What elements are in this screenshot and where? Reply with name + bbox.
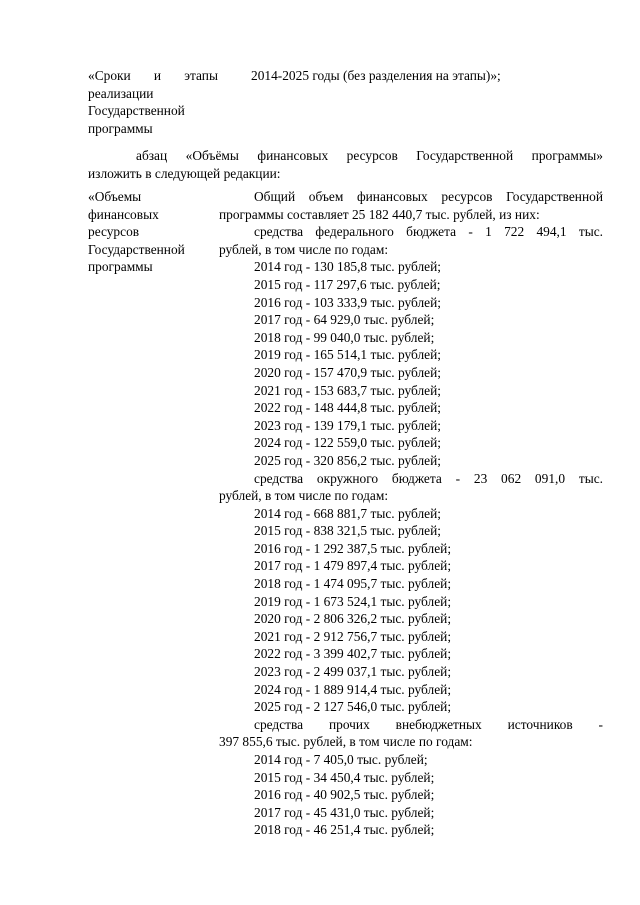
year-line: 2014 год - 7 405,0 тыс. рублей; bbox=[254, 752, 428, 767]
abzac-paragraph bbox=[88, 147, 603, 182]
other-years-list bbox=[219, 751, 603, 839]
federal-line2: рублей, в том числе по годам: bbox=[219, 241, 389, 257]
obj-label bbox=[88, 188, 218, 848]
srok-label-line3: Государственной bbox=[88, 103, 185, 119]
obj-row bbox=[88, 188, 603, 848]
obj-label-line: программы bbox=[88, 259, 153, 275]
srok-value: 2014-2025 годы (без разделения на этапы)»; bbox=[251, 68, 501, 83]
year-line: 2015 год - 34 450,4 тыс. рублей; bbox=[254, 769, 435, 785]
year-line: 2014 год - 668 881,7 тыс. рублей; bbox=[254, 505, 441, 521]
year-line: 2019 год - 165 514,1 тыс. рублей; bbox=[254, 347, 441, 363]
year-line: 2015 год - 838 321,5 тыс. рублей; bbox=[254, 523, 441, 539]
year-line: 2018 год - 46 251,4 тыс. рублей; bbox=[254, 822, 435, 838]
year-line: 2020 год - 2 806 326,2 тыс. рублей; bbox=[254, 611, 452, 627]
other-line2: 397 855,6 тыс. рублей, в том числе по годам: bbox=[219, 734, 473, 750]
year-line: 2015 год - 117 297,6 тыс. рублей; bbox=[254, 276, 441, 292]
srok-label-line4: программы bbox=[88, 120, 153, 136]
year-line: 2014 год - 130 185,8 тыс. рублей; bbox=[254, 259, 441, 275]
year-line: 2021 год - 153 683,7 тыс. рублей; bbox=[254, 382, 441, 398]
year-line: 2024 год - 1 889 914,4 тыс. рублей; bbox=[254, 681, 452, 697]
year-line: 2020 год - 157 470,9 тыс. рублей; bbox=[254, 364, 441, 380]
year-line: 2024 год - 122 559,0 тыс. рублей; bbox=[254, 435, 441, 451]
year-line: 2019 год - 1 673 524,1 тыс. рублей; bbox=[254, 593, 452, 609]
abzac-line2: изложить в следующей редакции: bbox=[88, 165, 281, 181]
federal-line1: средства федерального бюджета - 1 722 494,1 тыс. bbox=[254, 224, 603, 240]
srok-row bbox=[88, 67, 603, 142]
obj-label-line: ресурсов bbox=[88, 224, 140, 240]
other-line1: средства прочих внебюджетных источников - bbox=[254, 716, 603, 732]
year-line: 2022 год - 3 399 402,7 тыс. рублей; bbox=[254, 646, 452, 662]
year-line: 2016 год - 40 902,5 тыс. рублей; bbox=[254, 787, 435, 803]
year-line: 2022 год - 148 444,8 тыс. рублей; bbox=[254, 400, 441, 416]
obj-value bbox=[219, 188, 603, 839]
srok-label-line2: реализации bbox=[88, 85, 154, 101]
year-line: 2025 год - 320 856,2 тыс. рублей; bbox=[254, 452, 441, 468]
okrug-years-list bbox=[219, 505, 603, 716]
year-line: 2021 год - 2 912 756,7 тыс. рублей; bbox=[254, 628, 452, 644]
total-line1: Общий объем финансовых ресурсов Государственной bbox=[254, 189, 603, 204]
obj-label-line: финансовых bbox=[88, 206, 159, 222]
srok-label-line1: «Сроки и этапы bbox=[88, 68, 218, 83]
obj-label-line: «Объемы bbox=[88, 189, 142, 204]
year-line: 2018 год - 1 474 095,7 тыс. рублей; bbox=[254, 576, 452, 592]
okrug-line1: средства окружного бюджета - 23 062 091,0 тыс. bbox=[254, 470, 603, 486]
year-line: 2023 год - 139 179,1 тыс. рублей; bbox=[254, 417, 441, 433]
year-line: 2016 год - 1 292 387,5 тыс. рублей; bbox=[254, 540, 452, 556]
srok-label bbox=[88, 67, 218, 142]
year-line: 2017 год - 1 479 897,4 тыс. рублей; bbox=[254, 558, 452, 574]
year-line: 2016 год - 103 333,9 тыс. рублей; bbox=[254, 294, 441, 310]
abzac-line1: абзац «Объёмы финансовых ресурсов Государственной программы» bbox=[136, 148, 603, 163]
year-line: 2023 год - 2 499 037,1 тыс. рублей; bbox=[254, 664, 452, 680]
obj-label-line: Государственной bbox=[88, 241, 185, 257]
federal-years-list bbox=[219, 258, 603, 469]
okrug-line2: рублей, в том числе по годам: bbox=[219, 488, 389, 504]
year-line: 2017 год - 64 929,0 тыс. рублей; bbox=[254, 312, 435, 328]
year-line: 2018 год - 99 040,0 тыс. рублей; bbox=[254, 329, 435, 345]
total-line2: программы составляет 25 182 440,7 тыс. рублей, из них: bbox=[219, 206, 540, 222]
year-line: 2025 год - 2 127 546,0 тыс. рублей; bbox=[254, 699, 452, 715]
year-line: 2017 год - 45 431,0 тыс. рублей; bbox=[254, 804, 435, 820]
